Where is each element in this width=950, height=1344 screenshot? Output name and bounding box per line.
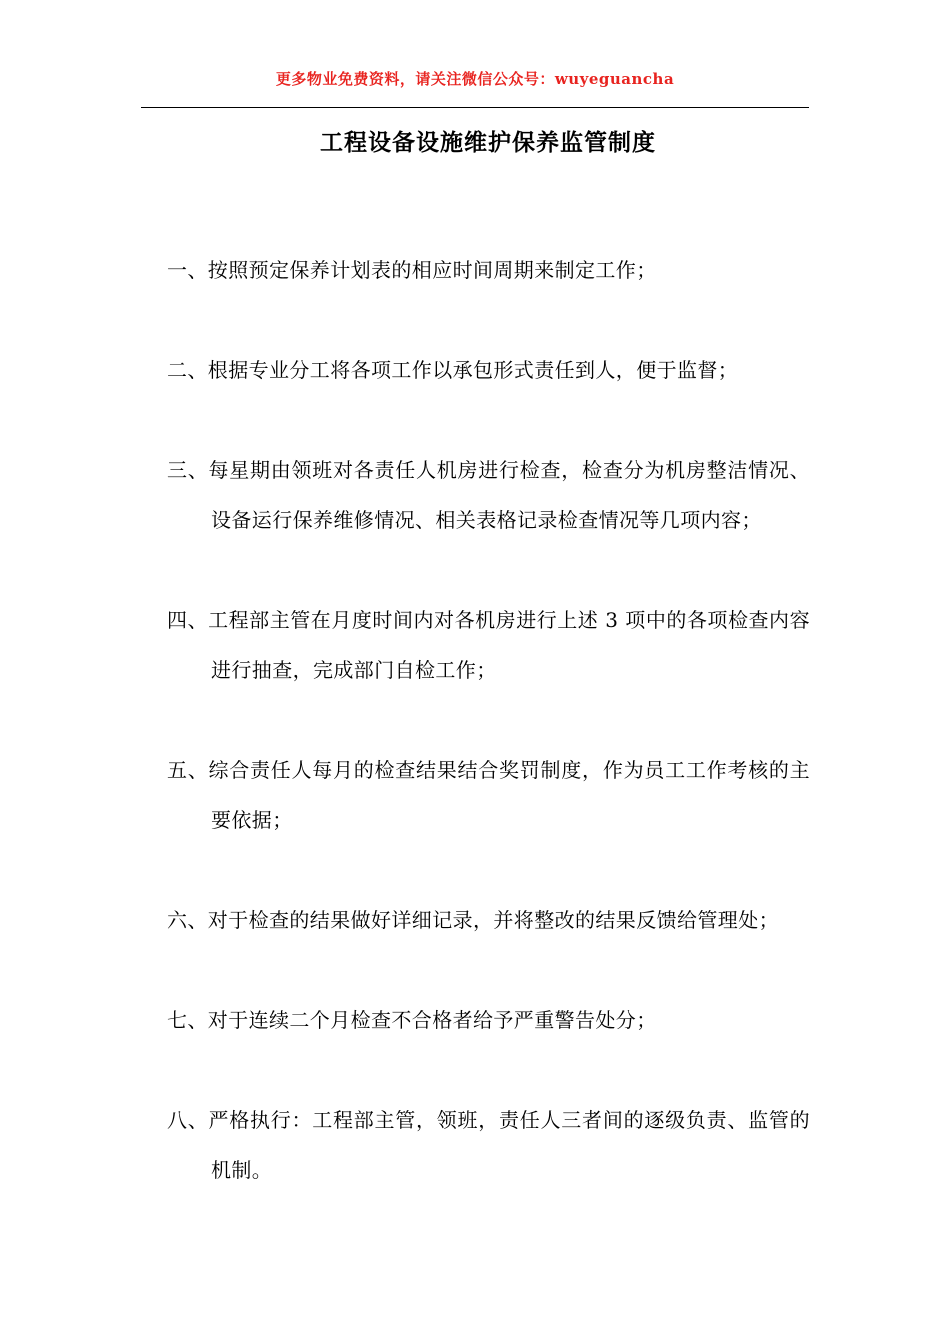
regulation-item-1: 一、按照预定保养计划表的相应时间周期来制定工作； bbox=[167, 258, 657, 282]
header-divider bbox=[141, 107, 809, 108]
regulation-list bbox=[167, 225, 810, 1195]
regulation-item-5: 五、综合责任人每月的检查结果结合奖罚制度，作为员工工作考核的主要依据； bbox=[167, 758, 810, 832]
document-title: 工程设备设施维护保养监管制度 bbox=[320, 129, 656, 156]
regulation-item-7: 七、对于连续二个月检查不合格者给予严重警告处分； bbox=[167, 1008, 657, 1032]
regulation-item-6: 六、对于检查的结果做好详细记录，并将整改的结果反馈给管理处； bbox=[167, 908, 779, 932]
regulation-item-2: 二、根据专业分工将各项工作以承包形式责任到人，便于监督； bbox=[167, 358, 739, 382]
regulation-item-3: 三、每星期由领班对各责任人机房进行检查，检查分为机房整洁情况、设备运行保养维修情况、相关表格记录检查情况等几项内容； bbox=[167, 458, 810, 532]
regulation-item-8: 八、严格执行：工程部主管，领班，责任人三者间的逐级负责、监管的机制。 bbox=[167, 1108, 810, 1182]
regulation-item-4: 四、工程部主管在月度时间内对各机房进行上述 3 项中的各项检查内容进行抽查，完成部门自检工作； bbox=[167, 608, 810, 682]
header-promo-note: 更多物业免费资料，请关注微信公众号：wuyeguancha bbox=[275, 70, 675, 88]
